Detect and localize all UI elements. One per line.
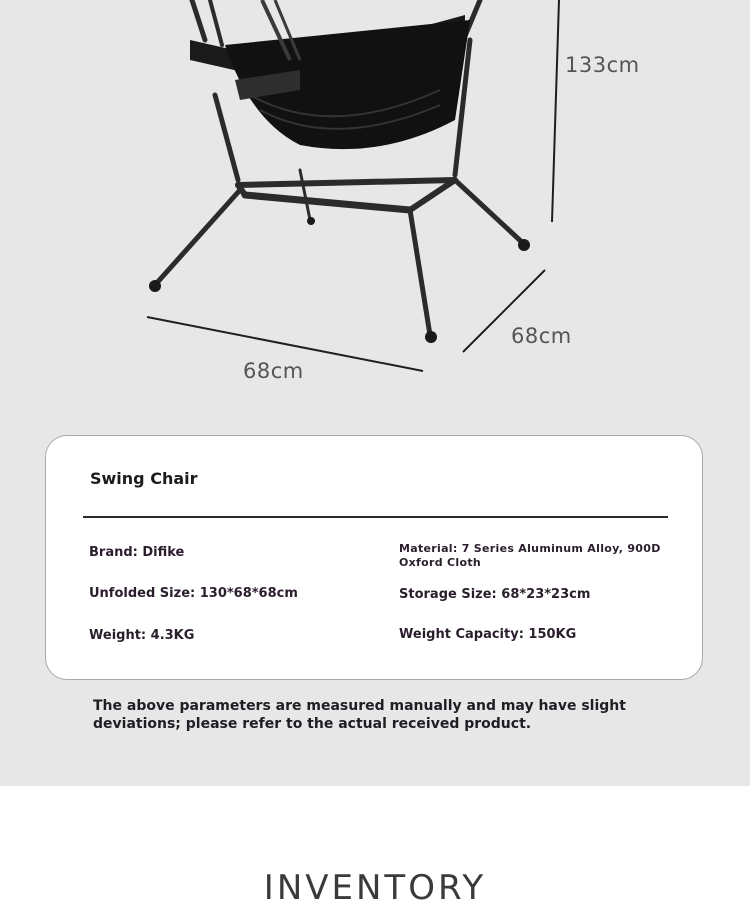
product-title: Swing Chair <box>90 469 198 488</box>
chair-feet <box>149 217 530 343</box>
spec-brand: Brand: Difike <box>89 545 185 560</box>
spec-material: Material: 7 Series Aluminum Alloy, 900D Oxford Cloth <box>399 542 661 569</box>
inventory-heading: INVENTORY <box>263 868 487 908</box>
measurement-disclaimer: The above parameters are measured manually and may have slight deviations; please refer to the actual received product. <box>93 698 626 732</box>
chair-seat-fabric <box>190 0 470 149</box>
depth-dimension-label: 68cm <box>511 324 572 348</box>
spec-unfolded-size: Unfolded Size: 130*68*68cm <box>89 586 298 601</box>
specification-card <box>45 435 703 680</box>
height-dimension-label: 133cm <box>565 53 640 77</box>
spec-weight-capacity: Weight Capacity: 150KG <box>399 627 577 642</box>
width-dimension-label: 68cm <box>243 359 304 383</box>
spec-storage-size: Storage Size: 68*23*23cm <box>399 587 591 602</box>
title-divider <box>83 516 668 518</box>
spec-weight: Weight: 4.3KG <box>89 628 195 643</box>
